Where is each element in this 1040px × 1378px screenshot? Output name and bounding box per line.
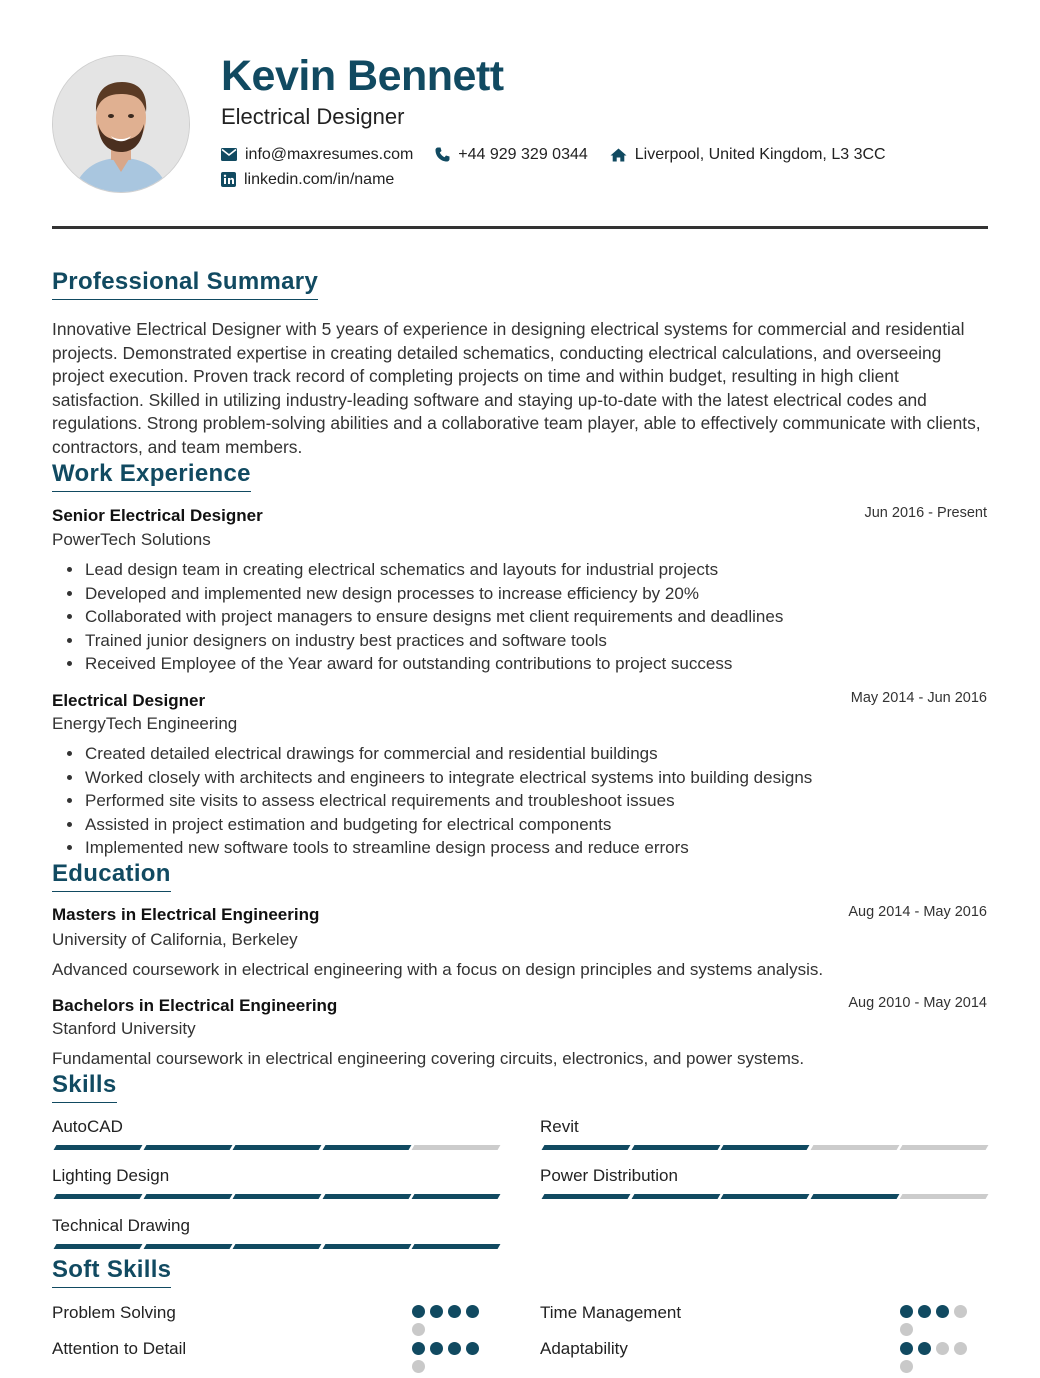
- edu-description: Fundamental coursework in electrical engineering covering circuits, electronics, and power systems.: [52, 1049, 805, 1068]
- job-company: EnergyTech Engineering: [52, 714, 238, 733]
- skill-segment-filled: [322, 1244, 410, 1249]
- job-bullet: • Performed site visits to assess electrical requirements and troubleshoot issues: [84, 789, 812, 813]
- skill-bar: [543, 1145, 991, 1150]
- rating-dot-empty: [954, 1342, 967, 1355]
- rating-dot-filled: [448, 1342, 461, 1355]
- skill-segment-filled: [233, 1194, 321, 1199]
- rating-dot-filled: [936, 1305, 949, 1318]
- soft-skill-rating: [412, 1342, 492, 1378]
- job-bullet: • Developed and implemented new design processes to increase efficiency by 20%: [84, 582, 783, 606]
- edu-dates: Aug 2014 - May 2016: [848, 904, 987, 920]
- skill-segment-filled: [542, 1145, 630, 1150]
- contact-linkedin-text: linkedin.com/in/name: [244, 170, 395, 188]
- rating-dot-filled: [412, 1305, 425, 1318]
- job-bullet: • Implemented new software tools to streamline design process and reduce errors: [84, 836, 812, 860]
- rating-dot-filled: [900, 1342, 913, 1355]
- section-title-experience: Work Experience: [52, 460, 251, 492]
- phone-icon: [435, 147, 450, 162]
- job-bullet: • Lead design team in creating electrical schematics and layouts for industrial projects: [84, 558, 783, 582]
- skill-name: Revit: [540, 1117, 579, 1136]
- skill-segment-filled: [233, 1244, 321, 1249]
- edu-degree: Masters in Electrical Engineering: [52, 905, 320, 924]
- skill-segment-filled: [54, 1145, 142, 1150]
- soft-skill-name: Adaptability: [540, 1339, 628, 1358]
- rating-dot-filled: [430, 1305, 443, 1318]
- profile-photo: [52, 55, 190, 193]
- rating-dot-filled: [918, 1342, 931, 1355]
- envelope-icon: [221, 148, 237, 161]
- skill-segment-filled: [322, 1145, 410, 1150]
- job-title: Electrical Designer: [52, 691, 206, 710]
- rating-dot-filled: [918, 1305, 931, 1318]
- rating-dot-empty: [900, 1360, 913, 1373]
- skill-segment-filled: [721, 1145, 809, 1150]
- skill-segment-filled: [412, 1194, 500, 1199]
- contact-email-text: info@maxresumes.com: [245, 145, 414, 163]
- job-dates: Jun 2016 - Present: [864, 505, 987, 521]
- job-bullet: • Trained junior designers on industry best practices and software tools: [84, 629, 783, 653]
- skill-segment-filled: [631, 1194, 719, 1199]
- soft-skill-rating: [900, 1305, 980, 1341]
- contact-phone-text: +44 929 329 0344: [458, 145, 588, 163]
- skill-segment-filled: [54, 1244, 142, 1249]
- skill-segment-filled: [54, 1194, 142, 1199]
- candidate-title: Electrical Designer: [221, 104, 405, 129]
- edu-description: Advanced coursework in electrical engineering with a focus on design principles and systems analysis.: [52, 960, 824, 979]
- soft-skill-rating: [412, 1305, 492, 1341]
- rating-dot-empty: [936, 1342, 949, 1355]
- skill-segment-empty: [412, 1145, 500, 1150]
- skill-segment-empty: [810, 1145, 898, 1150]
- rating-dot-filled: [466, 1305, 479, 1318]
- contact-location: [610, 146, 886, 164]
- section-title-skills: Skills: [52, 1071, 117, 1103]
- job-bullet: • Assisted in project estimation and budgeting for electrical components: [84, 813, 812, 837]
- soft-skill-name: Problem Solving: [52, 1303, 176, 1322]
- job-bullet: • Received Employee of the Year award for outstanding contributions to project success: [84, 652, 783, 676]
- soft-skill-name: Attention to Detail: [52, 1339, 187, 1358]
- skill-segment-filled: [322, 1194, 410, 1199]
- skill-segment-empty: [900, 1194, 988, 1199]
- header-info: [221, 52, 908, 192]
- rating-dot-empty: [954, 1305, 967, 1318]
- soft-skill-name: Time Management: [540, 1303, 682, 1322]
- rating-dot-filled: [448, 1305, 461, 1318]
- rating-dot-filled: [900, 1305, 913, 1318]
- skill-name: Technical Drawing: [52, 1216, 190, 1235]
- candidate-name: Kevin Bennett: [221, 52, 504, 100]
- header-divider: [52, 226, 988, 229]
- contact-email[interactable]: [221, 146, 413, 164]
- job-bullet: • Worked closely with architects and engineers to integrate electrical systems into building designs: [84, 766, 812, 790]
- home-icon: [610, 148, 627, 162]
- job-company: PowerTech Solutions: [52, 530, 211, 549]
- skill-name: AutoCAD: [52, 1117, 123, 1136]
- section-title-soft-skills: Soft Skills: [52, 1256, 171, 1288]
- edu-school: Stanford University: [52, 1019, 196, 1038]
- skill-name: Lighting Design: [52, 1166, 170, 1185]
- job-bullet: • Collaborated with project managers to ensure designs met client requirements and deadlines: [84, 605, 783, 629]
- job-bullet: • Created detailed electrical drawings for commercial and residential buildings: [84, 742, 812, 766]
- rating-dot-empty: [412, 1360, 425, 1373]
- edu-dates: Aug 2010 - May 2014: [848, 995, 987, 1011]
- skill-segment-filled: [143, 1145, 231, 1150]
- skill-segment-filled: [721, 1194, 809, 1199]
- skill-bar: [543, 1194, 991, 1199]
- rating-dot-filled: [466, 1342, 479, 1355]
- edu-degree: Bachelors in Electrical Engineering: [52, 996, 338, 1015]
- job-bullets: [65, 742, 812, 860]
- rating-dot-empty: [900, 1323, 913, 1336]
- linkedin-icon: [221, 172, 236, 187]
- contact-phone[interactable]: [435, 146, 587, 164]
- job-dates: May 2014 - Jun 2016: [850, 690, 987, 706]
- rating-dot-filled: [430, 1342, 443, 1355]
- summary-text: Innovative Electrical Designer with 5 years of experience in designing electrical systems for commercial and residential projects. Demonstrated expertise in creating detailed schematics, conducting electrical calculations, and overseeing project execution. Proven track record of completing projects on time and within budget, resulting in high client satisfaction. Skilled in utilizing industry-leading software and staying up-to-date with the latest electrical codes and regulations. Strong problem-solving abilities and a collaborative team player, able to effectively communicate with clients, contractors, and team members.: [52, 319, 981, 457]
- skill-bar: [55, 1244, 503, 1249]
- skill-segment-filled: [233, 1145, 321, 1150]
- contact-list: [221, 142, 908, 192]
- edu-school: University of California, Berkeley: [52, 930, 298, 949]
- contact-location-text: Liverpool, United Kingdom, L3 3CC: [634, 145, 886, 163]
- job-bullets: [65, 558, 783, 676]
- section-title-summary: Professional Summary: [52, 268, 318, 300]
- rating-dot-empty: [412, 1323, 425, 1336]
- skill-name: Power Distribution: [540, 1166, 678, 1185]
- skill-segment-filled: [143, 1194, 231, 1199]
- skill-segment-filled: [542, 1194, 630, 1199]
- soft-skill-rating: [900, 1342, 980, 1378]
- section-title-education: Education: [52, 860, 171, 892]
- job-title: Senior Electrical Designer: [52, 506, 263, 525]
- skill-bar: [55, 1194, 503, 1199]
- skill-segment-filled: [631, 1145, 719, 1150]
- contact-linkedin[interactable]: [221, 171, 394, 189]
- skill-bar: [55, 1145, 503, 1150]
- skill-segment-empty: [900, 1145, 988, 1150]
- rating-dot-filled: [412, 1342, 425, 1355]
- skill-segment-filled: [810, 1194, 898, 1199]
- skill-segment-filled: [412, 1244, 500, 1249]
- skill-segment-filled: [143, 1244, 231, 1249]
